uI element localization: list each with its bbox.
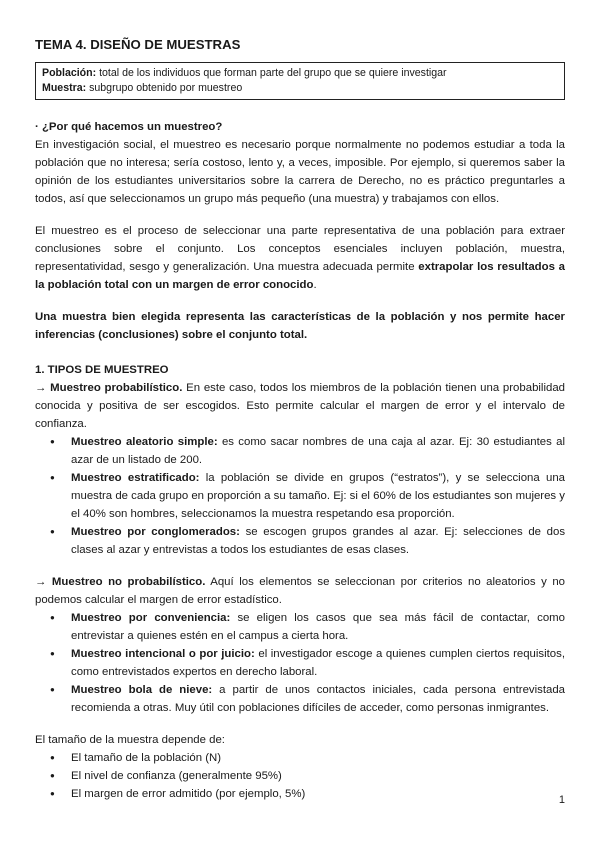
definitions-box — [35, 62, 565, 100]
why-paragraph: En investigación social, el muestreo es necesario porque normalmente no podemos estudiar a toda la población que no interesa; sería costoso, lento y, a veces, imposible. Por ejemplo, si queremos saber la opinión de los estudiantes universitarios sobre la carrera de Derecho, no es práctico preguntarles a todos, así que seleccionamos un grupo más pequeño (una muestra) y trabajamos con ellos. — [35, 139, 565, 205]
item-term: Muestreo intencional o por juicio: — [71, 648, 255, 660]
definition-poblacion — [42, 66, 558, 81]
page-number: 1 — [558, 794, 565, 806]
item-text: se escogen grupos grandes al azar. Ej: selecciones de dos clases al azar y entrevistas a todos los estudiantes de esas clases. — [71, 526, 566, 556]
definition-term: Población: — [42, 67, 97, 79]
item-text: el investigador escoge a quienes cumplen ciertos requisitos, como entrevistados expertos en derecho laboral. — [71, 648, 565, 678]
item-term: Muestreo estratificado: — [71, 472, 200, 484]
nonprobabilistic-text: Aquí los elementos se seleccionan por criterios no aleatorios y no podemos calcular el margen de error estadístico. — [35, 576, 565, 606]
page-content — [35, 36, 565, 803]
definition-term: Muestra: — [42, 82, 87, 94]
item-term: Muestreo aleatorio simple: — [71, 436, 218, 448]
item-text: la población se divide en grupos (“estratos”), y se selecciona una muestra de cada grupo en proporción a su tamaño. Ej: si el 60% de los estudiantes son mujeres y el 40% son hombres, seleccionamos la muestra respetando esa proporción. — [71, 472, 565, 520]
list-item — [71, 681, 565, 717]
list-item — [71, 645, 565, 681]
why-heading: · ¿Por qué hacemos un muestreo? — [35, 121, 223, 133]
probabilistic-list — [35, 433, 565, 559]
section-heading: 1. TIPOS DE MUESTREO — [35, 364, 169, 376]
list-item — [71, 609, 565, 645]
list-item: ● El margen de error admitido (por ejemplo, 5%) — [71, 785, 565, 803]
nonprobabilistic-paragraph — [35, 573, 565, 609]
nonprobabilistic-list — [35, 609, 565, 717]
probabilistic-lead: → Muestreo probabilístico. — [35, 382, 183, 394]
sample-size-list — [35, 749, 565, 803]
sample-size-intro: El tamaño de la muestra depende de: — [35, 734, 225, 746]
list-item: ● El nivel de confianza (generalmente 95%) — [71, 767, 565, 785]
list-item — [71, 433, 565, 469]
item-term: Muestreo por conveniencia: — [71, 612, 231, 624]
list-item — [71, 469, 565, 523]
definition-text: subgrupo obtenido por muestreo — [86, 82, 243, 94]
item-text: a partir de unos contactos iniciales, cada persona entrevistada recomienda a otras. Muy útil con poblaciones difíciles de acceder, como personas inmigrantes. — [71, 684, 565, 714]
probabilistic-text: En este caso, todos los miembros de la población tienen una probabilidad conocida y positiva de ser escogidos. Esto permite calcular el margen de error y el intervalo de confianza. — [35, 382, 565, 430]
process-paragraph — [35, 222, 565, 294]
item-text: es como sacar nombres de una caja al azar. Ej: 30 estudiantes al azar de un listado de 200. — [71, 436, 565, 466]
process-bold: extrapolar los resultados a la población total con un margen de error conocido — [35, 261, 565, 291]
nonprobabilistic-lead: → Muestreo no probabilístico. — [35, 576, 206, 588]
process-end: . — [313, 279, 317, 291]
item-text: se eligen los casos que sea más fácil de contactar, como entrevistar a quienes estén en el campus a cierta hora. — [71, 612, 565, 642]
list-item — [71, 523, 565, 559]
definition-muestra — [42, 81, 558, 96]
definition-text: total de los individuos que forman parte del grupo que se quiere investigar — [96, 67, 447, 79]
probabilistic-paragraph — [35, 379, 565, 433]
document-title: TEMA 4. DISEÑO DE MUESTRAS — [35, 37, 241, 52]
process-text: El muestreo es el proceso de seleccionar una parte representativa de una población para extraer conclusiones sobre el conjunto. Los conceptos esenciales incluyen población, muestra, representatividad, sesgo y generalización. Una muestra adecuada permite — [35, 225, 565, 273]
list-item: ● El tamaño de la población (N) — [71, 749, 565, 767]
item-term: Muestreo por conglomerados: — [71, 526, 240, 538]
item-term: Muestreo bola de nieve: — [71, 684, 213, 696]
key-statement: Una muestra bien elegida representa las características de la población y nos permite hacer inferencias (conclusiones) sobre el conjunto total. — [35, 311, 565, 341]
